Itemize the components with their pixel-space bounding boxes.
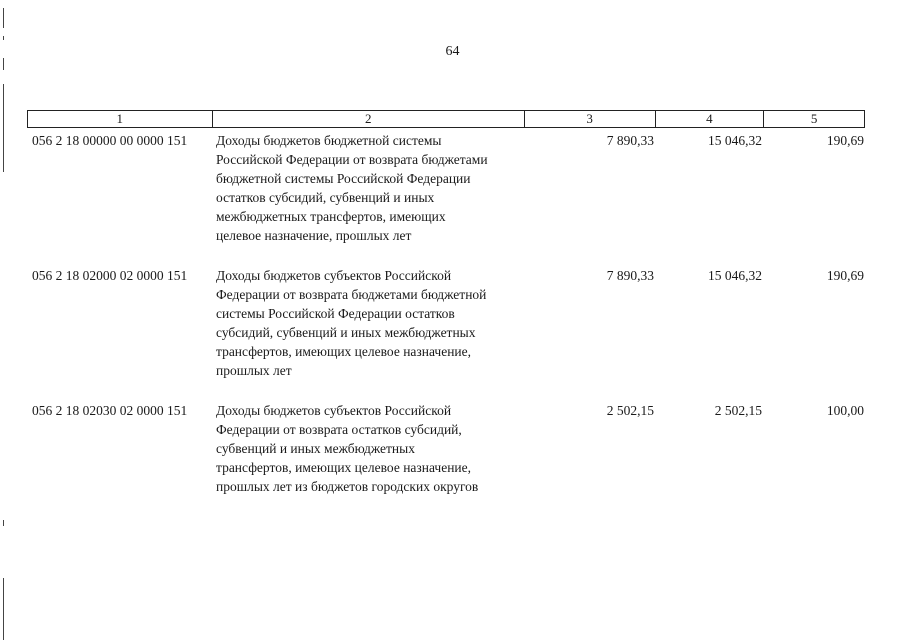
value-col-5: 190,69 (826, 268, 864, 283)
description-line: трансфертов, имеющих целевое назначение, (216, 344, 472, 359)
description-line: Доходы бюджетов бюджетной системы (216, 133, 442, 148)
scan-mark (3, 8, 4, 28)
column-header-4: 4 (656, 111, 765, 127)
value-col-5: 100,00 (826, 403, 864, 418)
value-col-4: 15 046,32 (708, 268, 762, 283)
budget-code: 056 2 18 02000 02 0000 151 (32, 268, 188, 283)
scan-mark (3, 578, 4, 640)
description-line: остатков субсидий, субвенций и иных (216, 190, 435, 205)
value-col-3: 7 890,33 (606, 133, 654, 148)
description-line: Федерации от возврата остатков субсидий, (216, 422, 462, 437)
row-description (212, 266, 525, 380)
scan-mark (3, 520, 4, 526)
table-row (27, 131, 865, 245)
table-row (27, 266, 865, 380)
column-header-5: 5 (810, 111, 818, 126)
scan-margin-marks (0, 0, 10, 640)
description-line: трансфертов, имеющих целевое назначение, (216, 460, 472, 475)
column-header-2: 2 (213, 111, 525, 127)
description-line: целевое назначение, прошлых лет (216, 228, 412, 243)
value-col-5: 190,69 (826, 133, 864, 148)
value-col-3: 7 890,33 (606, 268, 654, 283)
scan-mark (3, 84, 4, 172)
column-header-1: 1 (28, 111, 213, 127)
row-description (212, 401, 525, 496)
budget-code: 056 2 18 02030 02 0000 151 (32, 403, 188, 418)
row-description (212, 131, 525, 245)
description-line: Доходы бюджетов субъектов Российской (216, 403, 452, 418)
description-line: межбюджетных трансфертов, имеющих (216, 209, 446, 224)
value-col-4: 15 046,32 (708, 133, 762, 148)
description-line: Федерации от возврата бюджетами бюджетной (216, 287, 487, 302)
table-row (27, 401, 865, 496)
description-line: субсидий, субвенций и иных межбюджетных (216, 325, 476, 340)
description-line: субвенций и иных межбюджетных (216, 441, 415, 456)
description-line: Доходы бюджетов субъектов Российской (216, 268, 452, 283)
description-line: прошлых лет (216, 363, 292, 378)
description-line: прошлых лет из бюджетов городских округов (216, 479, 479, 494)
value-col-4: 2 502,15 (714, 403, 762, 418)
description-line: системы Российской Федерации остатков (216, 306, 455, 321)
scan-mark (3, 36, 4, 40)
description-line: Российской Федерации от возврата бюджетами (216, 152, 488, 167)
page-number: 64 (445, 44, 460, 59)
value-col-3: 2 502,15 (606, 403, 654, 418)
budget-code: 056 2 18 00000 00 0000 151 (32, 133, 188, 148)
table-header (27, 110, 865, 128)
description-line: бюджетной системы Российской Федерации (216, 171, 471, 186)
column-header-3: 3 (525, 111, 656, 127)
